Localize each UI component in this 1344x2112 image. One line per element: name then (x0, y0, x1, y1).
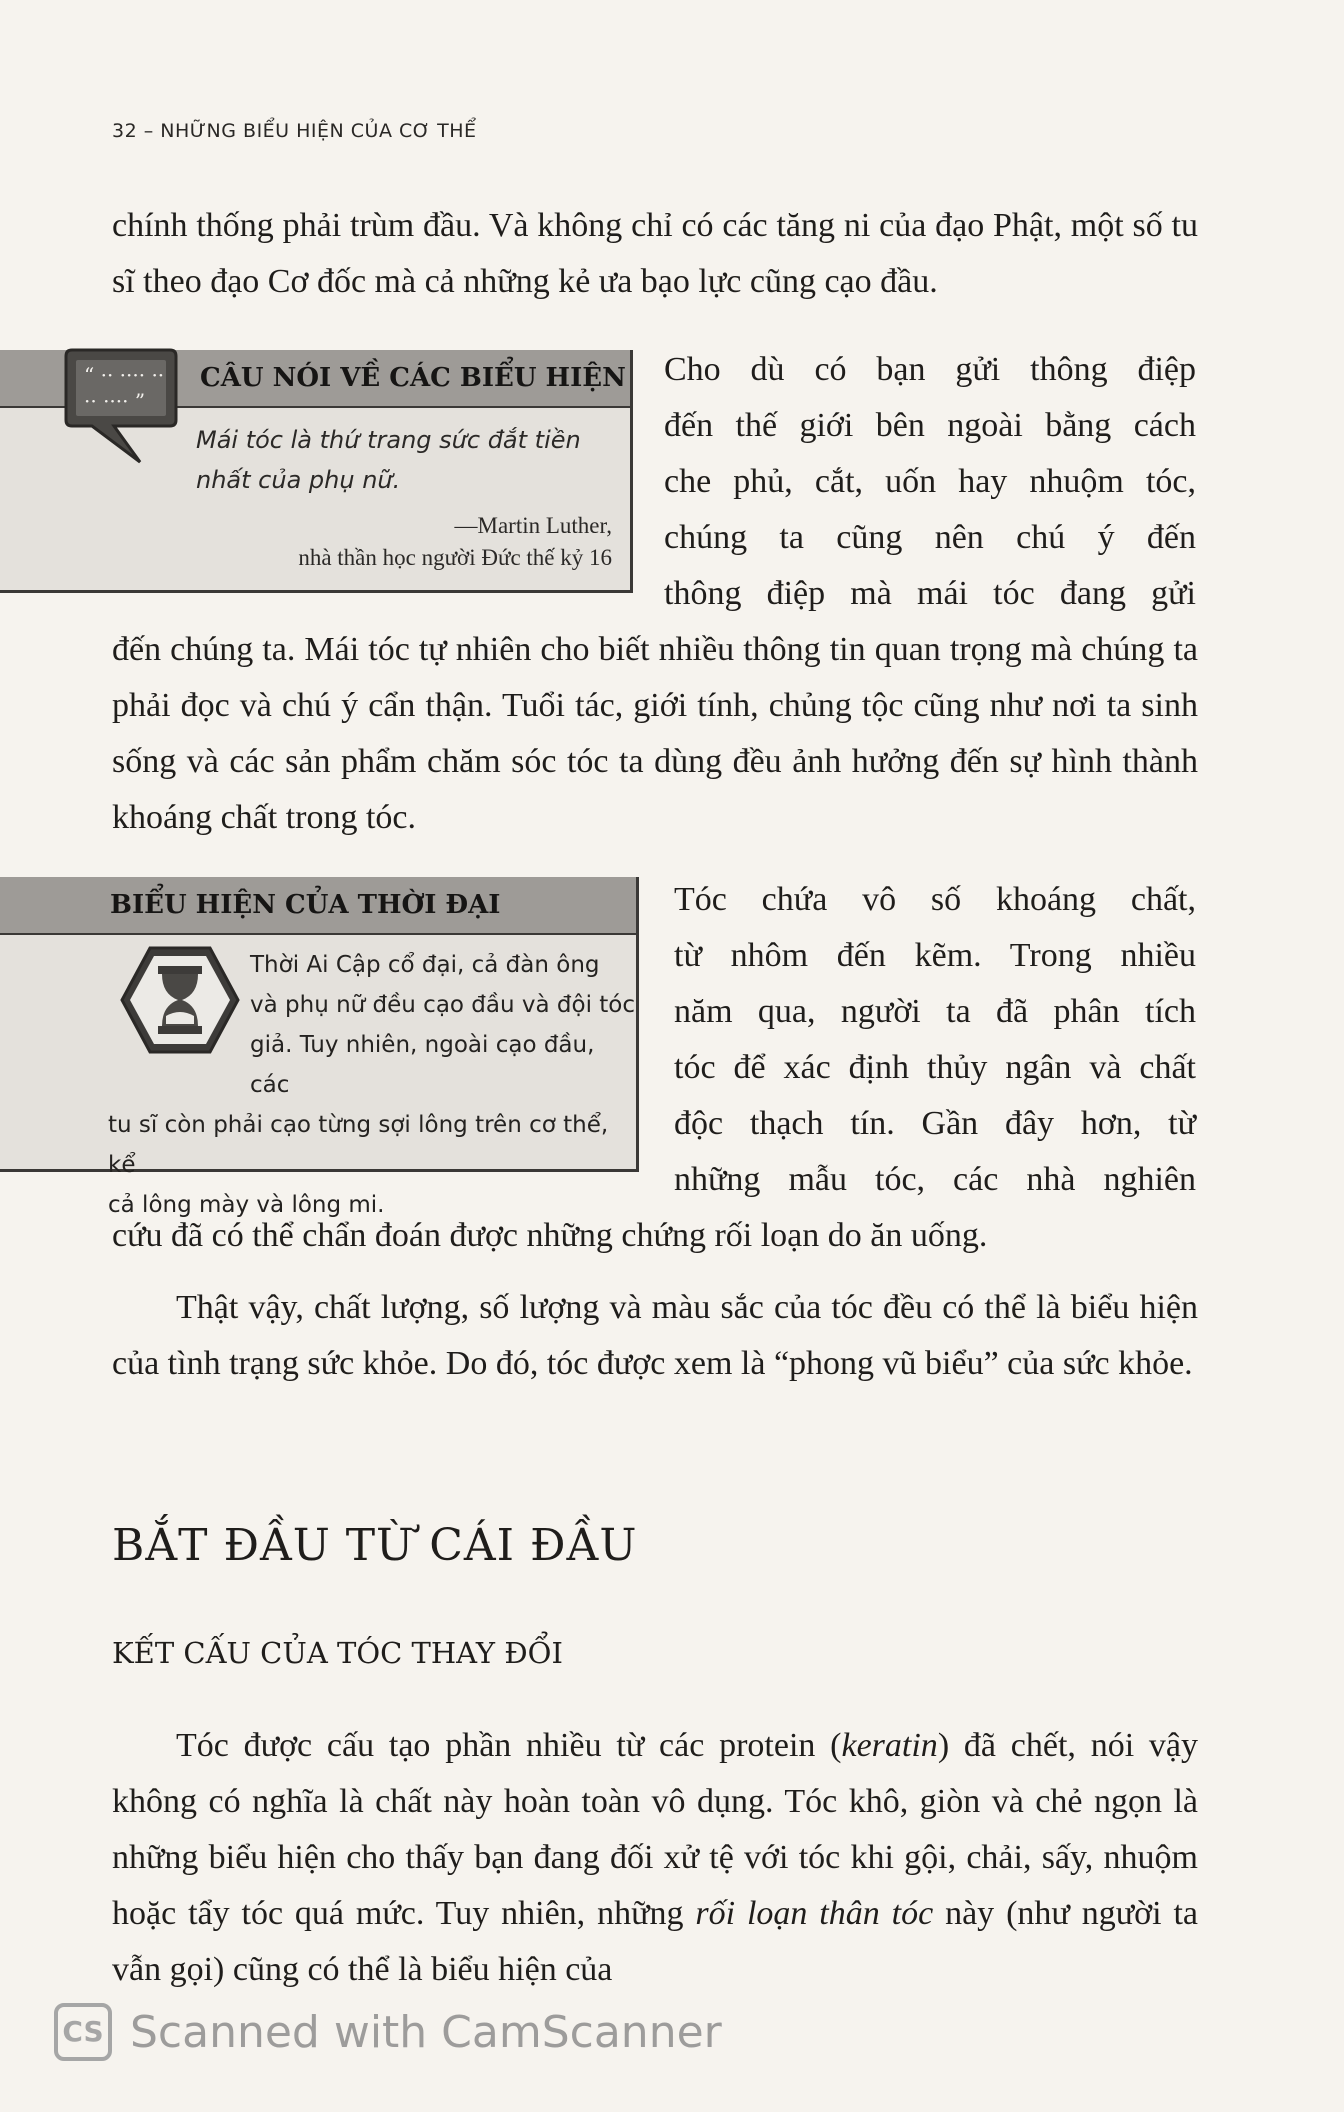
quote-sidebar-title: CÂU NÓI VỀ CÁC BIỂU HIỆN (0, 350, 630, 408)
line: Cho dù có bạn gửi thông điệp (664, 351, 1196, 388)
running-head: 32 – NHỮNG BIỂU HIỆN CỦA CƠ THỂ (112, 120, 477, 142)
quote-author-desc: nhà thần học người Đức thế kỷ 16 (298, 545, 612, 570)
line: che phủ, cắt, uốn hay nhuộm tóc, (664, 463, 1196, 500)
era-line: và phụ nữ đều cạo đầu và đội tóc (250, 992, 636, 1018)
svg-text:·· ···· ”: ·· ···· ” (84, 389, 146, 413)
line: đến thế giới bên ngoài bằng cách (664, 407, 1196, 444)
camscanner-watermark (54, 2003, 722, 2061)
quote-text: Mái tóc là thứ trang sức đắt tiền nhất của phụ nữ. (196, 426, 581, 494)
section-title: BẮT ĐẦU TỪ CÁI ĐẦU (112, 1520, 638, 1571)
line: những mẫu tóc, các nhà nghiên (674, 1161, 1196, 1198)
line: từ nhôm đến kẽm. Trong nhiều (674, 937, 1196, 974)
line: Tóc chứa vô số khoáng chất, (674, 881, 1196, 918)
era-sidebar-text (0, 945, 636, 1218)
camscanner-logo-icon: CS (54, 2003, 112, 2061)
subsection-title: KẾT CẤU CỦA TÓC THAY ĐỔI (112, 1636, 563, 1670)
quote-author (298, 510, 612, 574)
era-line: giả. Tuy nhiên, ngoài cạo đầu, các (250, 1032, 595, 1098)
keratin-term: keratin (841, 1727, 938, 1764)
quote-author-name: —Martin Luther, (454, 513, 612, 538)
paragraph-continued-2: cứu đã có thể chẩn đoán được những chứng rối loạn do ăn uống. (112, 1217, 988, 1254)
paragraph-health: Thật vậy, chất lượng, số lượng và màu sắc của tóc đều có thể là biểu hiện của tình trạng sức khỏe. Do đó, tóc được xem là “phong vũ biểu” của sức khỏe. (112, 1289, 1198, 1382)
era-line: Thời Ai Cập cổ đại, cả đàn ông (250, 952, 600, 978)
paragraph-intro: chính thống phải trùm đầu. Và không chỉ có các tăng ni của đạo Phật, một số tu sĩ theo đạo Cơ đốc mà cả những kẻ ưa bạo lực cũng cạo đầu. (112, 207, 1198, 300)
line: thông điệp mà mái tóc đang gửi (664, 575, 1196, 612)
camscanner-text: Scanned with CamScanner (130, 2006, 722, 2058)
line: chúng ta cũng nên chú ý đến (664, 519, 1196, 556)
era-sidebar-title: BIỂU HIỆN CỦA THỜI ĐẠI (0, 877, 636, 935)
line: năm qua, người ta đã phân tích (674, 993, 1196, 1030)
paragraph-continued-1: đến chúng ta. Mái tóc tự nhiên cho biết nhiều thông tin quan trọng mà chúng ta phải đọc và chú ý cẩn thận. Tuổi tác, giới tính, chủng tộc cũng như nơi ta sinh sống và các sản phẩm chăm sóc tóc ta dùng đều ảnh hưởng đến sự hình thành khoáng chất trong tóc. (112, 631, 1198, 836)
paragraph-hair-structure (112, 1718, 1198, 1998)
text-run: này (như người ta vẫn gọi) cũng có thể là biểu hiện của (112, 1895, 1198, 1988)
line: tóc để xác định thủy ngân và chất (674, 1049, 1196, 1086)
svg-text:“ ·· ···· ··: “ ·· ···· ·· (84, 363, 165, 387)
era-sidebar (0, 877, 639, 1218)
text-run: Tóc được cấu tạo phần nhiều từ các protein ( (176, 1727, 842, 1764)
hourglass-icon (120, 944, 240, 1056)
text-run: ) đã chết, nói vậy không có nghĩa là chất này hoàn toàn vô dụng. Tóc khô, giòn và chẻ ngọn là những biểu hiện cho thấy bạn đang đối xử tệ với tóc khi gội, chải, sấy, nhuộm hoặc tẩy tóc quá mức. Tuy nhiên, những (112, 1727, 1199, 1932)
hair-shaft-disorder-term: rối loạn thân tóc (695, 1895, 934, 1932)
era-line: cả lông mày và lông mi. (108, 1192, 385, 1218)
speech-bubble-quote-icon (62, 346, 180, 466)
line: độc thạch tín. Gần đây hơn, từ (674, 1105, 1196, 1142)
era-line: tu sĩ còn phải cạo từng sợi lông trên cơ thể, kể (108, 1112, 609, 1178)
